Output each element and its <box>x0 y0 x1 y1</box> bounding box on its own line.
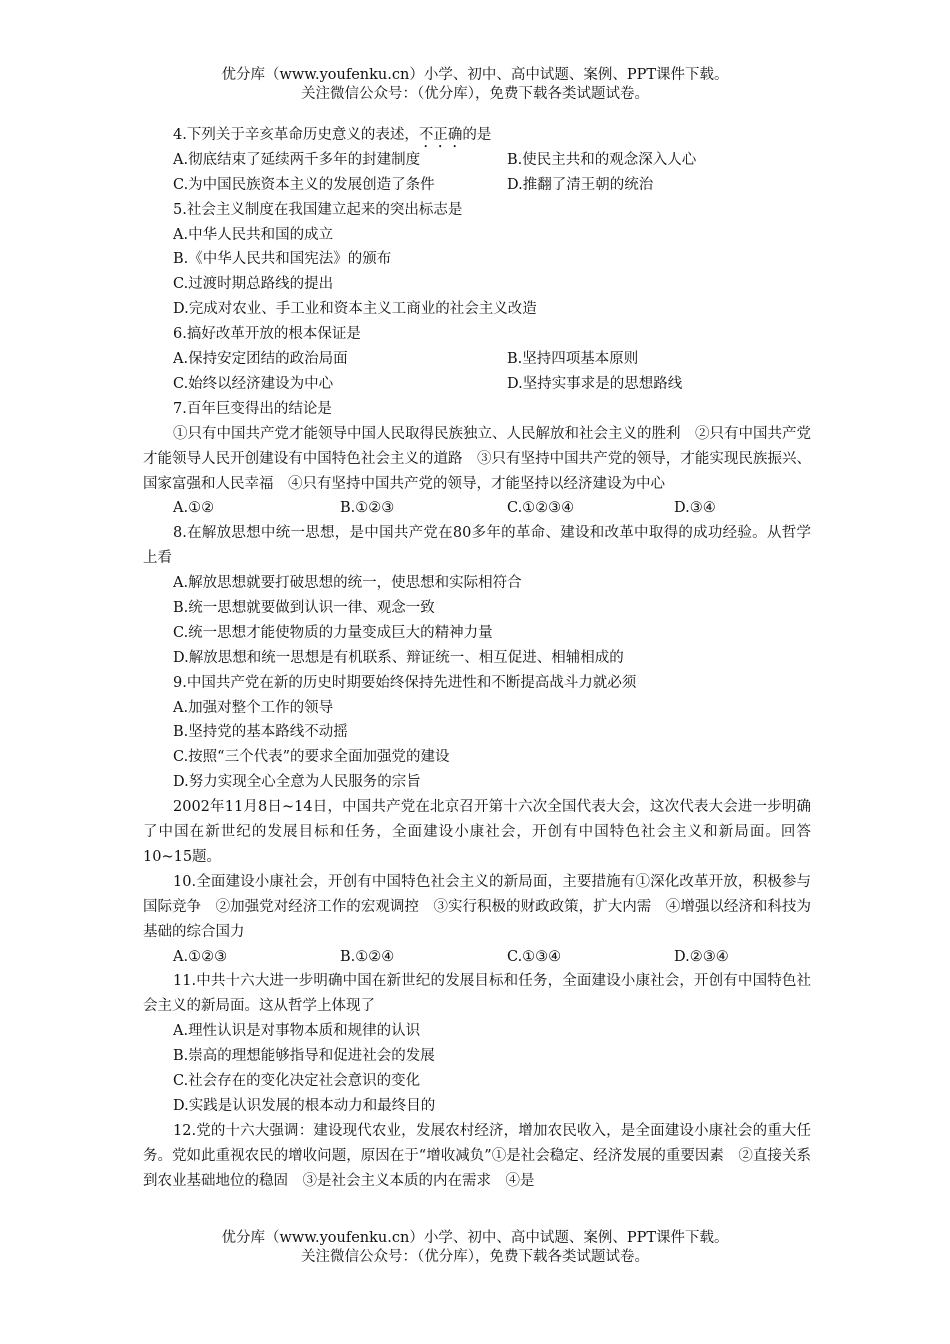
option: D.努力实现全心全意为人民服务的宗旨 <box>173 774 421 791</box>
option: A.①② <box>173 500 215 517</box>
footer-line-1: 优分库（www.youfenku.cn）小学、初中、高中试题、案例、PPT课件下载。 <box>221 1230 729 1246</box>
option: B.坚持四项基本原则 <box>507 351 639 368</box>
option: A.解放思想就要打破思想的统一，使思想和实际相符合 <box>173 575 522 592</box>
question-11-stem: 11.中共十六大进一步明确中国在新世纪的发展目标和任务，全面建设小康社会，开创有中国特色社会主义的新局面。这从哲学上体现了 <box>143 973 811 1015</box>
option: A.保持安定团结的政治局面 <box>173 351 348 368</box>
option: B.崇高的理想能够指导和促进社会的发展 <box>173 1048 435 1065</box>
option: C.为中国民族资本主义的发展创造了条件 <box>173 176 435 193</box>
option: B.《中华人民共和国宪法》的颁布 <box>173 251 392 268</box>
question-7-stem: 7.百年巨变得出的结论是 <box>173 400 332 417</box>
option: B.①②④ <box>340 948 395 965</box>
option: D.实践是认识发展的根本动力和最终目的 <box>173 1097 436 1114</box>
question-7-options <box>143 496 811 521</box>
emphasis-not-correct: 不正确 <box>418 127 463 143</box>
question-10-stem: 10.全面建设小康社会，开创有中国特色社会主义的新局面，主要措施有①深化改革开放，积极参与国际竞争 ②加强党对经济工作的宏观调控 ③实行积极的财政政策，扩大内需 ④增强以经济和科技为基础的综合国力 <box>143 873 811 940</box>
option: C.按照“三个代表”的要求全面加强党的建设 <box>173 749 450 766</box>
option: A.中华人民共和国的成立 <box>173 226 334 243</box>
option: C.过渡时期总路线的提出 <box>173 276 334 293</box>
option: D.完成对农业、手工业和资本主义工商业的社会主义改造 <box>173 301 537 318</box>
option: D.推翻了清王朝的统治 <box>507 176 654 193</box>
option: A.彻底结束了延续两千多年的封建制度 <box>173 151 421 168</box>
option: D.坚持实事求是的思想路线 <box>507 375 683 392</box>
option: C.①③④ <box>507 948 562 965</box>
question-6-options-row2 <box>143 372 811 397</box>
question-8-stem: 8.在解放思想中统一思想，是中国共产党在80多年的革命、建设和改革中取得的成功经验。从哲学上看 <box>143 525 811 567</box>
question-7-body: ①只有中国共产党才能领导中国人民取得民族独立、人民解放和社会主义的胜利 ②只有中国共产党才能领导人民开创建设有中国特色社会主义的道路 ③只有坚持中国共产党的领导，才能实现民族振兴、国家富强和人民幸福 ④只有坚持中国共产党的领导，才能坚持以经济建设为中心 <box>143 425 811 492</box>
option: D.解放思想和统一思想是有机联系、辩证统一、相互促进、相辅相成的 <box>173 649 624 666</box>
header-line-2: 关注微信公众号：（优分库），免费下载各类试题试卷。 <box>301 86 649 102</box>
option: B.①②③ <box>340 500 395 517</box>
option: C.始终以经济建设为中心 <box>173 375 334 392</box>
question-6-stem: 6.搞好改革开放的根本保证是 <box>173 326 361 343</box>
option: D.③④ <box>674 500 716 517</box>
exam-content <box>143 123 811 1194</box>
question-4-options-row2 <box>143 173 811 198</box>
page-header <box>0 66 950 104</box>
question-10-options <box>143 945 811 970</box>
option: B.使民主共和的观念深入人心 <box>507 151 697 168</box>
option: A.加强对整个工作的领导 <box>173 699 334 716</box>
question-4-stem: 4.下列关于辛亥革命历史意义的表述，不正确的是 <box>173 127 492 143</box>
option: B.坚持党的基本路线不动摇 <box>173 724 348 741</box>
option: C.统一思想才能使物质的力量变成巨大的精神力量 <box>173 624 493 641</box>
footer-line-2: 关注微信公众号：（优分库），免费下载各类试题试卷。 <box>301 1249 649 1265</box>
question-5-stem: 5.社会主义制度在我国建立起来的突出标志是 <box>173 201 463 218</box>
option: A.①②③ <box>173 948 228 965</box>
header-line-1: 优分库（www.youfenku.cn）小学、初中、高中试题、案例、PPT课件下载。 <box>221 67 729 83</box>
question-12-stem: 12.党的十六大强调：建设现代农业，发展农村经济，增加农民收入，是全面建设小康社会的重大任务。党如此重视农民的增收问题，原因在于“增收减负”①是社会稳定、经济发展的重要因素 ②直接关系到农业基础地位的稳固 ③是社会主义本质的内在需求 ④是 <box>143 1122 811 1189</box>
page-footer <box>0 1229 950 1267</box>
question-6-options-row1 <box>143 347 811 372</box>
option: D.②③④ <box>674 948 729 965</box>
question-4-options-row1 <box>143 148 811 173</box>
option: A.理性认识是对事物本质和规律的认识 <box>173 1023 421 1040</box>
option: C.社会存在的变化决定社会意识的变化 <box>173 1073 421 1090</box>
option: C.①②③④ <box>507 500 575 517</box>
question-9-stem: 9.中国共产党在新的历史时期要始终保持先进性和不断提高战斗力就必须 <box>173 674 637 691</box>
material-paragraph: 2002年11月8日~14日，中国共产党在北京召开第十六次全国代表大会，这次代表大会进一步明确了中国在新世纪的发展目标和任务，全面建设小康社会，开创有中国特色社会主义和新局面。回答10~15题。 <box>143 799 811 865</box>
option: B.统一思想就要做到认识一律、观念一致 <box>173 600 435 616</box>
